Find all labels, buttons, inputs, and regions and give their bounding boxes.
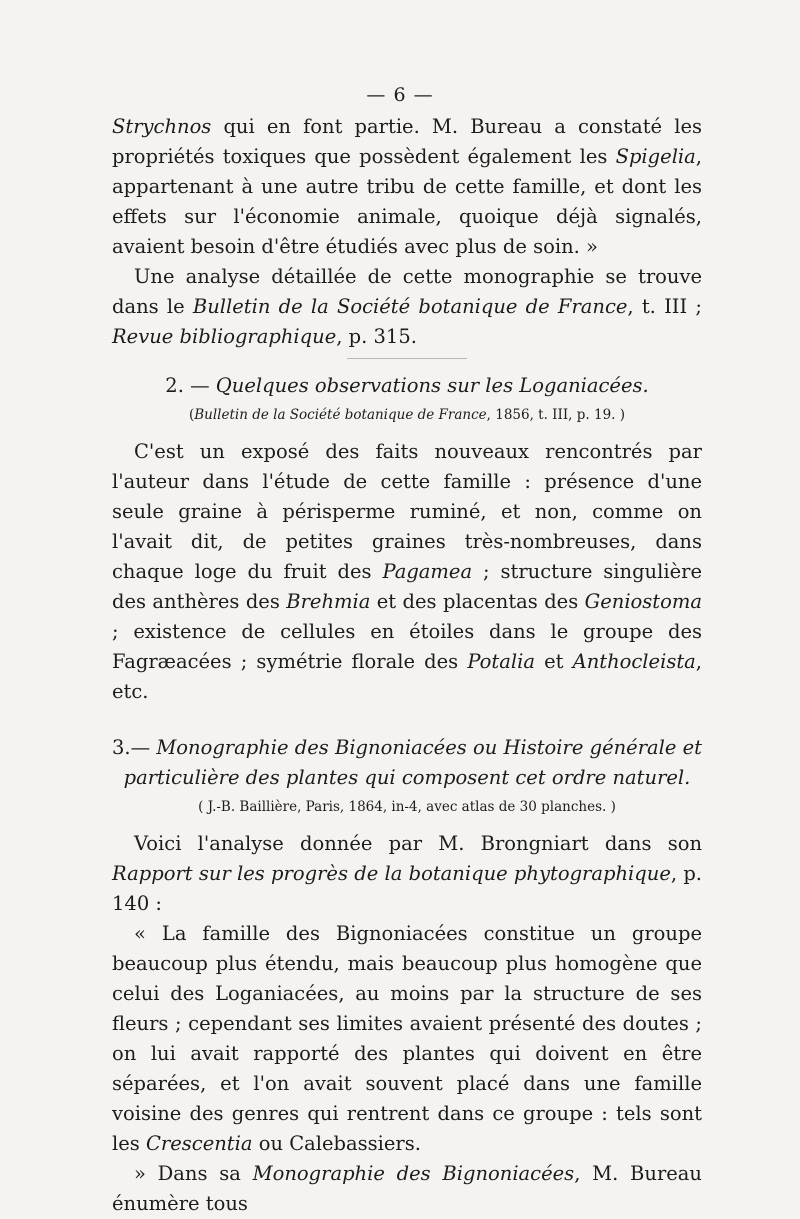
italic-text: Bulletin de la Société botanique de France xyxy=(192,295,628,318)
text: ( xyxy=(188,407,195,423)
italic-text: Spigelia xyxy=(615,145,696,168)
section-3-heading xyxy=(112,733,702,793)
section-2-heading xyxy=(112,371,702,401)
italic-text: Revue bibliographique xyxy=(112,325,337,348)
italic-text: Pagamea xyxy=(382,560,473,583)
italic-text: Bulletin de la Société botanique de France xyxy=(194,407,487,423)
text: et des placentas des xyxy=(370,590,585,613)
paragraph-strychnos xyxy=(112,112,702,262)
section-3-source: ( J.-B. Baillière, Paris, 1864, in-4, avec atlas de 30 planches. ) xyxy=(198,799,616,815)
paragraph-bignoniacees xyxy=(112,919,702,1159)
text: , p. 140 : xyxy=(112,862,702,915)
text: Une analyse détaillée de cette monographie se trouve dans le xyxy=(112,265,702,318)
section-title: Quelques observations sur les Loganiacées. xyxy=(215,374,649,397)
italic-text: Brehmia xyxy=(286,590,371,613)
text: et xyxy=(534,650,573,673)
text: , p. 315. xyxy=(336,325,417,348)
text: , t. III ; xyxy=(627,295,702,318)
italic-text: Crescentia xyxy=(145,1132,253,1155)
text: ou Calebassiers. xyxy=(252,1132,421,1155)
text: , appartenant à une autre tribu de cette famille, et dont les effets sur l'économie animale, quoique déjà signalés, avaient besoin d'être étudiés avec plus de soin. » xyxy=(112,145,702,258)
spacer xyxy=(112,707,702,733)
paragraph-analyse xyxy=(112,262,702,352)
section-number: 3.— xyxy=(112,736,157,759)
italic-text: Strychnos xyxy=(112,115,212,138)
italic-text: Rapport sur les progrès de la botanique phytographique xyxy=(112,862,671,885)
text: , M. Bureau énumère tous xyxy=(112,1162,702,1215)
text: , etc. xyxy=(112,650,702,703)
italic-text: Anthocleista xyxy=(572,650,696,673)
paragraph-brongniart xyxy=(112,829,702,919)
text: » Dans sa xyxy=(134,1162,253,1185)
section-2-source xyxy=(112,405,702,425)
text: « La famille des Bignoniacées constitue un groupe beaucoup plus étendu, mais beaucoup plus homogène que celui des Loganiacées, au moins par la structure de ses fleurs ; cependant ses limites avaient présenté des doutes ; on lui avait rapporté des plantes qui doivent en être séparées, et l'on avait souvent placé dans une famille voisine des genres qui rentrent dans ce groupe : tels sont les xyxy=(112,922,702,1155)
text: qui en font partie. M. Bureau a constaté les propriétés toxiques que possèdent également les xyxy=(112,115,702,168)
section-number: 2. — xyxy=(165,374,216,397)
section-title: Monographie des Bignoniacées ou Histoire générale et particulière des plantes qui composent cet ordre naturel. xyxy=(123,736,703,789)
italic-text: Geniostoma xyxy=(584,590,702,613)
italic-text: Potalia xyxy=(467,650,535,673)
text: ; structure singulière des anthères des xyxy=(112,560,702,613)
italic-text: Monographie des Bignoniacées xyxy=(252,1162,575,1185)
text: ; existence de cellules en étoiles dans le groupe des Fagræacées ; symétrie florale des xyxy=(112,620,702,673)
page-body xyxy=(112,112,702,1219)
text: , 1856, t. III, p. 19. ) xyxy=(486,407,626,423)
divider xyxy=(347,358,467,359)
text: C'est un exposé des faits nouveaux rencontrés par l'auteur dans l'étude de cette famille : présence d'une seule graine à périsperme ruminé, et non, comme on l'avait dit, de petites graines très-nombreuses, dans chaque loge du fruit des xyxy=(112,440,702,583)
paragraph-monographie xyxy=(112,1159,702,1219)
paragraph-loganiacees xyxy=(112,437,702,707)
text: Voici l'analyse donnée par M. Brongniart dans son xyxy=(134,832,702,855)
page-number: — 6 — xyxy=(366,84,434,106)
